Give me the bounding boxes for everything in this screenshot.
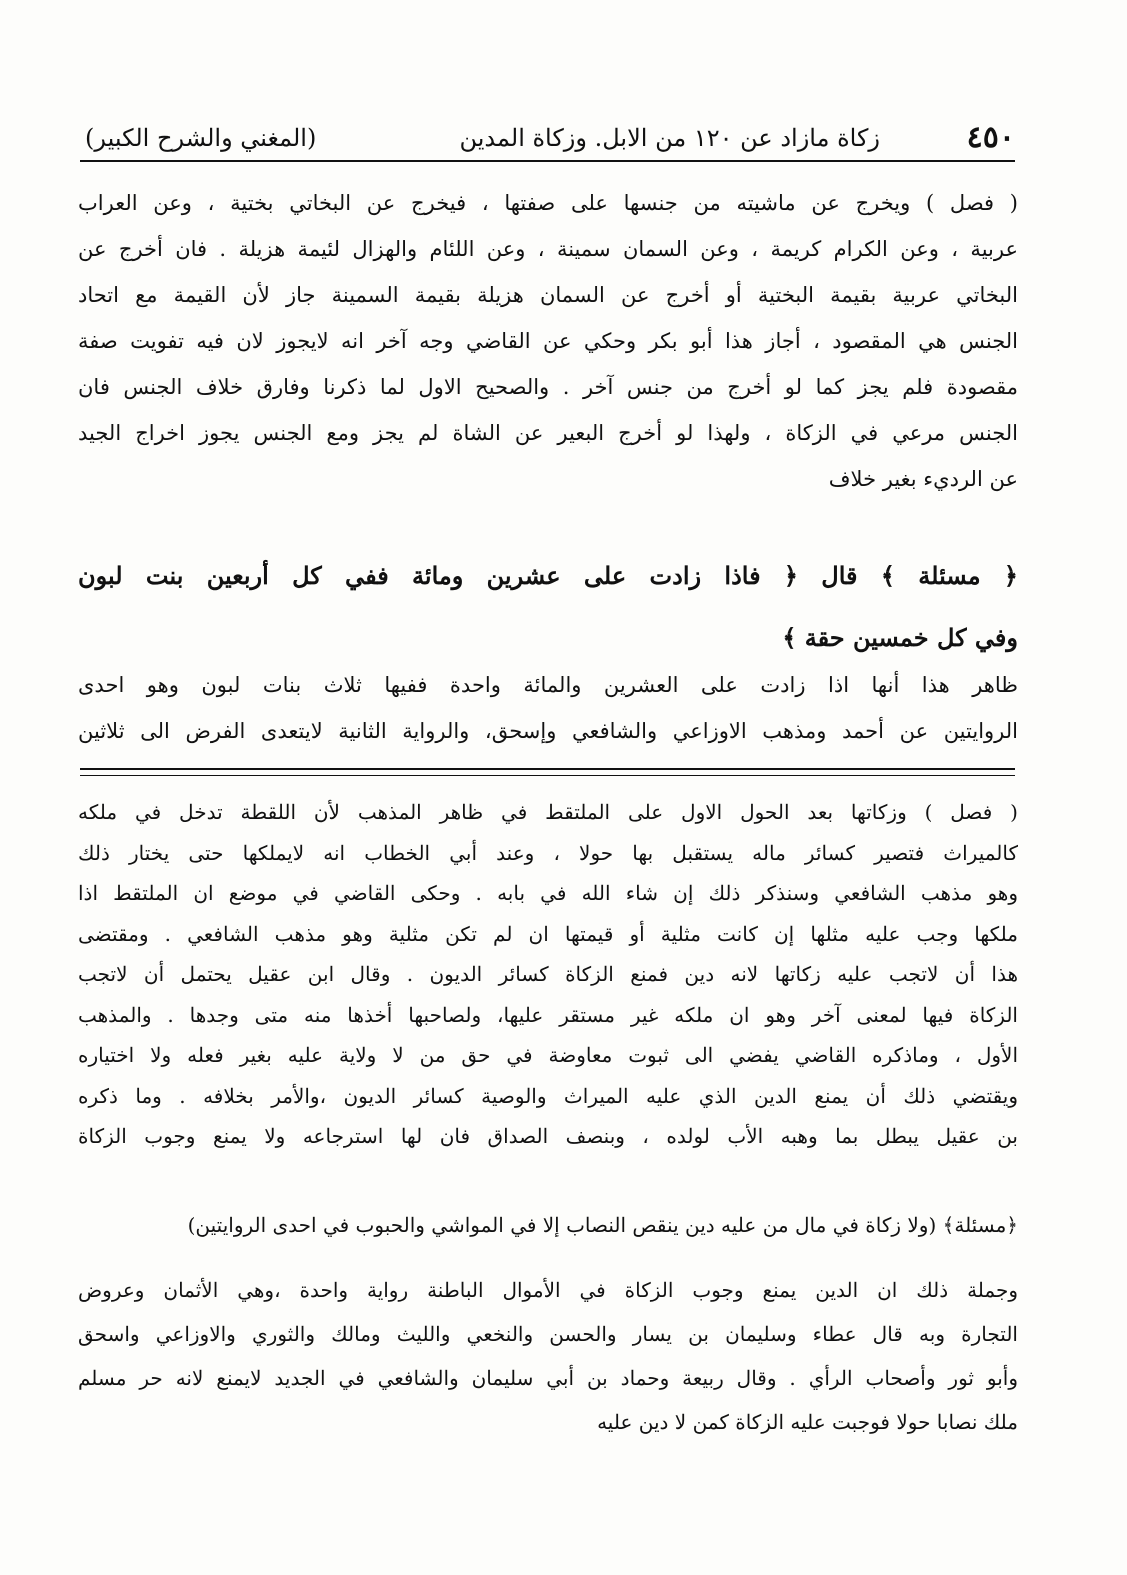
issue-line: ﴿ مسئلة ﴾ قال ﴿ فاذا زادت على عشرين ومائة ففي كل أربعين بنت لبون: [78, 561, 1018, 590]
text-line: التجارة وبه قال عطاء وسليمان بن يسار والحسن والنخعي والليث ومالك والثوري والاوزاعي واسحق: [78, 1322, 1018, 1346]
text-line: بن عقيل يبطل بما وهبه الأب لولده ، وبنصف الصداق فان لها استرجاعه ولا يمنع وجوب الزكاة: [78, 1124, 1018, 1148]
text-line: الزكاة فيها لمعنى آخر وهو ان ملكه غير مستقر عليها، ولصاحبها أخذها منه متى وجدها . والمذهب: [78, 1002, 1018, 1027]
page-header: [85, 118, 1015, 158]
text-line: ويقتضي ذلك أن يمنع الدين الذي عليه الميراث والوصية كسائر الديون ،والأمر بخلافه . وما ذكره: [78, 1083, 1018, 1108]
text-line: البخاتي عربية بقيمة البختية أو أخرج عن السمان هزيلة بقيمة السمينة جاز لأن القيمة مع اتحاد: [78, 283, 1018, 307]
footnote-rule-bottom: [80, 775, 1015, 776]
issue-heading: [78, 545, 1018, 669]
section-commentary: [78, 662, 1018, 754]
running-title: زكاة مازاد عن ١٢٠ من الابل. وزكاة المدين: [459, 124, 880, 152]
page-number: ٤٥٠: [966, 120, 1015, 155]
text-line: ملك نصابا حولا فوجبت عليه الزكاة كمن لا دين عليه: [597, 1410, 1018, 1434]
text-line: الجنس هي المقصود ، أجاز هذا أبو بكر وحكي عن القاضي وجه آخر انه لايجوز لان فيه تفويت صفة: [78, 329, 1018, 353]
text-line: ظاهر هذا أنها اذا زادت على العشرين والمائة واحدة ففيها ثلاث بنات لبون وهو احدى: [78, 673, 1018, 697]
header-rule: [80, 160, 1015, 162]
text-line: ( فصل ) وزكاتها بعد الحول الاول على الملتقط في ظاهر المذهب لأن اللقطة تدخل في ملكه: [78, 800, 1018, 824]
text-line: ( فصل ) ويخرج عن ماشيته من جنسها على صفتها ، فيخرج عن البخاتي بختية ، وعن العراب: [78, 191, 1018, 215]
text-line: كالميراث فتصير كسائر ماله يستقبل بها حولا ، وعند أبي الخطاب انه لايملكها حتى يختار ذلك: [78, 840, 1018, 865]
sub-issue-line: ﴿مسئلة﴾ (ولا زكاة في مال من عليه دين ينقص النصاب إلا في المواشي والحبوب في احدى الروايتين): [187, 1213, 1018, 1237]
footnote-rule-top: [80, 768, 1015, 770]
text-line: الروايتين عن أحمد ومذهب الاوزاعي والشافعي وإسحق، والرواية الثانية لايتعدى الفرض الى ثلاثين: [78, 719, 1018, 743]
book-title: (المغني والشرح الكبير): [85, 124, 317, 152]
issue-line: وفي كل خمسين حقة ﴾: [782, 623, 1018, 652]
text-line: ملكها وجب عليه مثلها إن كانت مثلية أو قيمتها ان لم تكن مثلية وهو مذهب الشافعي . ومقتضى: [78, 921, 1018, 946]
text-line: وهو مذهب الشافعي وسنذكر ذلك إن شاء الله في بابه . وحكى القاضي في موضع ان الملتقط اذا: [78, 881, 1018, 905]
text-line: عربية ، وعن الكرام كريمة ، وعن السمان سمينة ، وعن اللئام والهزال لئيمة هزيلة . فان أخرج عن: [78, 237, 1018, 261]
text-line: الجنس مرعي في الزكاة ، ولهذا لو أخرج البعير عن الشاة لم يجز ومع الجنس يجوز اخراج الجيد: [78, 421, 1018, 445]
section-fasl-1: [78, 180, 1018, 502]
text-line: وأبو ثور وأصحاب الرأي . وقال ربيعة وحماد بن أبي سليمان والشافعي في الجديد لايمنع لانه حر مسلم: [78, 1366, 1018, 1390]
section-sub-commentary: [78, 1268, 1018, 1444]
section-fasl-2: [78, 792, 1018, 1157]
text-line: عن الرديء بغير خلاف: [828, 467, 1018, 491]
text-line: الأول ، وماذكره القاضي يفضي الى ثبوت معاوضة في حق من لا ولاية عليه بغير فعله ولا اختياره: [78, 1043, 1018, 1067]
text-line: مقصودة فلم يجز كما لو أخرج من جنس آخر . والصحيح الاول لما ذكرنا وفارق خلاف الجنس فان: [78, 375, 1018, 399]
sub-issue-heading: [78, 1213, 1018, 1237]
text-line: وجملة ذلك ان الدين يمنع وجوب الزكاة في الأموال الباطنة رواية واحدة ،وهي الأثمان وعروض: [78, 1278, 1018, 1302]
text-line: هذا أن لاتجب عليه زكاتها لانه دين فمنع الزكاة كسائر الديون . وقال ابن عقيل يحتمل أن لاتجب: [78, 962, 1018, 986]
